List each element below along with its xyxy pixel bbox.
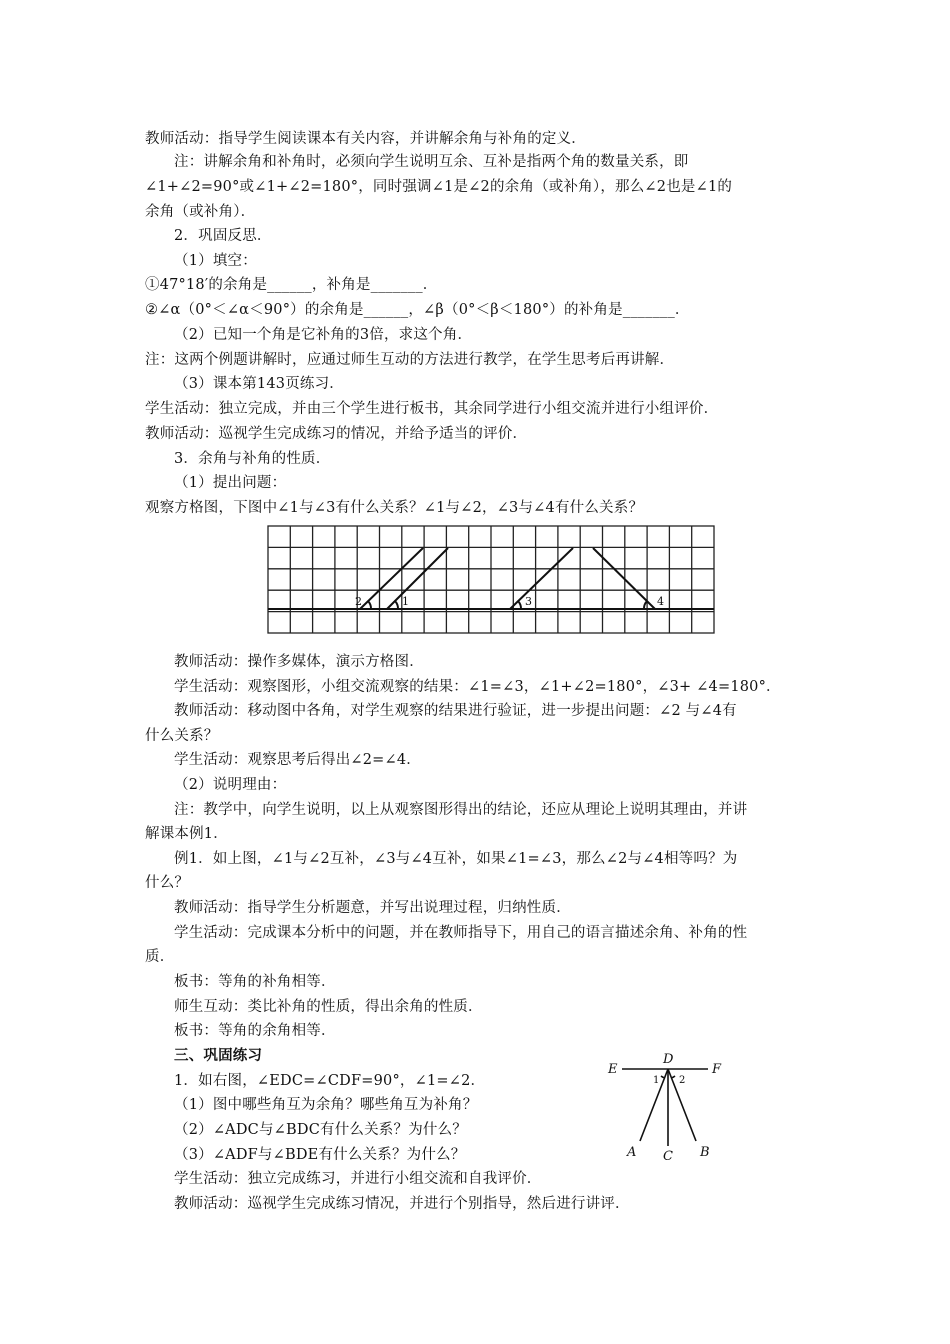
grid-label-2: 2 [355,595,362,608]
text-line: （3）∠ADF与∠BDE有什么关系？为什么？ [174,1147,466,1163]
text-line: 观察方格图，下图中∠1与∠3有什么关系？∠1与∠2，∠3与∠4有什么关系？ [145,500,644,516]
label-D: D [663,1052,674,1067]
text-line: 板书：等角的补角相等． [174,974,336,990]
text-line: 什么？ [145,875,190,891]
text-line: 1．如右图，∠EDC=∠CDF=90°，∠1=∠2． [174,1073,486,1089]
text-line: 注：讲解余角和补角时，必须向学生说明互余、互补是指两个角的数量关系，即 [174,154,689,170]
text-line: 教师活动：移动图中各角，对学生观察的结果进行验证，进一步提出问题：∠2 与∠4有 [174,703,737,719]
text-line: 例1．如上图，∠1与∠2互补，∠3与∠4互补，如果∠1=∠3，那么∠2与∠4相等吗？为 [174,851,738,867]
text-line: 什么关系？ [145,728,219,744]
text-line: （1）图中哪些角互为余角？哪些角互为补角？ [174,1097,478,1113]
label-F: F [712,1062,722,1077]
text-line: 2．巩固反思． [174,228,272,244]
text-line: ②∠α（0°＜∠α＜90°）的余角是______，∠β（0°＜β＜180°）的补角是_______． [145,302,690,318]
angle-figure [600,1046,735,1164]
label-E: E [608,1062,618,1077]
grid-label-1: 1 [402,595,409,608]
grid-lines [268,526,714,633]
text-line: （1）提出问题： [174,475,287,491]
text-line: 板书：等角的余角相等． [174,1023,336,1039]
text-line: ∠1+∠2=90°或∠1+∠2=180°，同时强调∠1是∠2的余角（或补角），那么∠2也是∠1的 [145,179,733,195]
text-line: （2）∠ADC与∠BDC有什么关系？为什么？ [174,1122,467,1138]
section-heading: 三、巩固练习 [174,1047,263,1064]
text-line: 教师活动：指导学生阅读课本有关内容，并讲解余角与补角的定义． [145,131,586,147]
text-line: 教师活动：操作多媒体，演示方格图． [174,654,424,670]
label-A: A [627,1145,637,1160]
text-line: ①47°18′的余角是______，补角是_______． [145,277,438,293]
text-line: （3）课本第143页练习． [174,376,345,392]
label-2: 2 [679,1075,686,1086]
label-B: B [700,1145,710,1160]
text-line: 质． [145,949,175,965]
text-line: 教师活动：巡视学生完成练习的情况，并给予适当的评价． [145,426,528,442]
text-line: 学生活动：观察图形，小组交流观察的结果：∠1=∠3，∠1+∠2=180°，∠3+ ∠4=180°． [174,679,781,695]
grid-label-4: 4 [657,595,664,608]
text-line: 3．余角与补角的性质． [174,451,331,467]
grid-label-3: 3 [525,595,532,608]
grid-figure [265,523,717,637]
text-line: 学生活动：完成课本分析中的问题，并在教师指导下，用自己的语言描述余角、补角的性 [174,925,748,941]
text-line: 学生活动：独立完成练习，并进行小组交流和自我评价． [174,1171,542,1187]
text-line: 解课本例1． [145,826,228,842]
label-C: C [663,1149,673,1164]
text-line: 教师活动：巡视学生完成练习情况，并进行个别指导，然后进行讲评． [174,1196,630,1212]
text-line: （1）填空： [174,253,257,269]
text-line: 学生活动：观察思考后得出∠2=∠4． [174,752,421,768]
label-1: 1 [653,1075,660,1086]
text-line: （2）已知一个角是它补角的3倍，求这个角． [174,327,473,343]
text-line: 教师活动：指导学生分析题意，并写出说理过程，归纳性质． [174,900,571,916]
text-line: 注：教学中，向学生说明，以上从观察图形得出的结论，还应从理论上说明其理由，并讲 [174,802,748,818]
text-line: 注：这两个例题讲解时，应通过师生互动的方法进行教学，在学生思考后再讲解． [145,352,675,368]
text-line: 师生互动：类比补角的性质，得出余角的性质． [174,999,483,1015]
text-line: 余角（或补角）． [145,204,256,220]
text-line: 学生活动：独立完成，并由三个学生进行板书，其余同学进行小组交流并进行小组评价． [145,401,719,417]
text-line: （2）说明理由： [174,777,287,793]
